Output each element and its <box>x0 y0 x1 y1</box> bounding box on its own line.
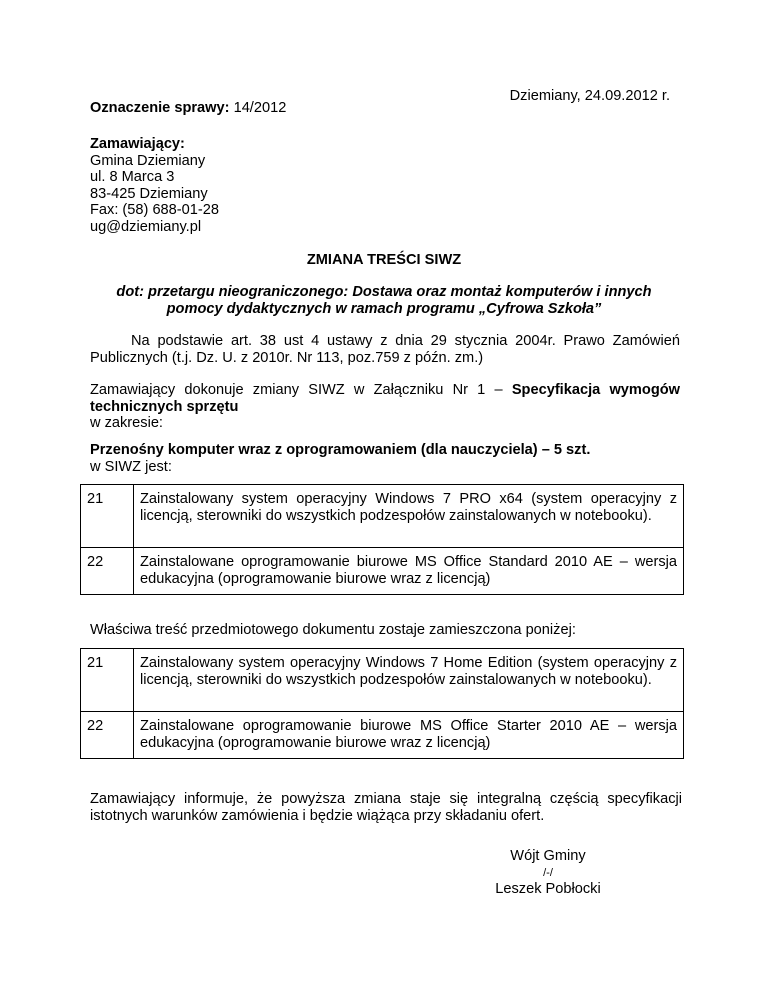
change-intro-after: w zakresie: <box>90 415 163 431</box>
table-row <box>81 485 684 548</box>
signature-title: Wójt Gminy <box>510 848 586 864</box>
case-reference <box>90 100 286 117</box>
case-number: 14/2012 <box>233 100 287 116</box>
signature-block <box>492 848 604 898</box>
document-title: ZMIANA TREŚCI SIWZ <box>306 252 462 268</box>
row-text: Zainstalowany system operacyjny Windows 7 PRO x64 (system operacyjny z licencją, sterowniki do wszystkich podzespołów zainstalowanych w notebooku). <box>134 485 684 548</box>
row-number: 22 <box>81 712 134 759</box>
address-line: ul. 8 Marca 3 <box>90 169 175 185</box>
legal-basis: Na podstawie art. 38 ust 4 ustawy z dnia 29 stycznia 2004r. Prawo Zamówień Publicznych (t.j. Dz. U. z 2010r. Nr 113, poz.759 z późn. zm.) <box>90 333 680 366</box>
table-row <box>81 712 684 759</box>
table-row <box>81 548 684 595</box>
row-text: Zainstalowany system operacyjny Windows 7 Home Edition (system operacyjny z licencją, sterowniki do wszystkich podzespołów zainstalowanych w notebooku). <box>134 649 684 712</box>
row-number: 22 <box>81 548 134 595</box>
row-text: Zainstalowane oprogramowanie biurowe MS Office Standard 2010 AE – wersja edukacyjna (oprogramowanie biurowe wraz z licencją) <box>134 548 684 595</box>
signature-name: Leszek Pobłocki <box>495 881 601 897</box>
change-intro-bold: Specyfikacja wymogów technicznych sprzętu <box>90 382 680 415</box>
contracting-label: Zamawiający: <box>90 136 185 152</box>
address-line: Gmina Dziemiany <box>90 152 206 169</box>
closing-statement: Zamawiający informuje, że powyższa zmiana staje się integralną częścią specyfikacji istotnych warunków zamówienia i będzie wiążąca przy składaniu ofert. <box>90 791 682 824</box>
item-heading: Przenośny komputer wraz z oprogramowaniem (dla nauczyciela) – 5 szt. <box>90 442 591 458</box>
row-number: 21 <box>81 649 134 712</box>
address-line: ug@dziemiany.pl <box>90 218 202 235</box>
address-line: Fax: (58) 688-01-28 <box>90 202 219 218</box>
contracting-authority <box>90 136 219 235</box>
row-number: 21 <box>81 485 134 548</box>
document-date: Dziemiany, 24.09.2012 r. <box>509 88 670 104</box>
change-intro-text: Zamawiający dokonuje zmiany SIWZ w Załączniku Nr 1 – <box>90 382 512 398</box>
address-line: 83-425 Dziemiany <box>90 185 208 202</box>
item-subheading: w SIWZ jest: <box>90 458 172 475</box>
spec-table-before <box>80 484 684 595</box>
signature-mark: /-/ <box>543 866 553 879</box>
case-label: Oznaczenie sprawy: <box>90 100 230 116</box>
spec-table-after <box>80 648 684 759</box>
table-row <box>81 649 684 712</box>
tender-subject: dot: przetargu nieograniczonego: Dostawa oraz montaż komputerów i innych pomocy dydaktycznych w ramach programu „Cyfrowa Szkoła” <box>116 284 652 317</box>
change-intro <box>90 382 680 432</box>
replacement-intro: Właściwa treść przedmiotowego dokumentu zostaje zamieszczona poniżej: <box>90 622 576 638</box>
row-text: Zainstalowane oprogramowanie biurowe MS Office Starter 2010 AE – wersja edukacyjna (oprogramowanie biurowe wraz z licencją) <box>134 712 684 759</box>
item-heading-block <box>90 442 590 475</box>
